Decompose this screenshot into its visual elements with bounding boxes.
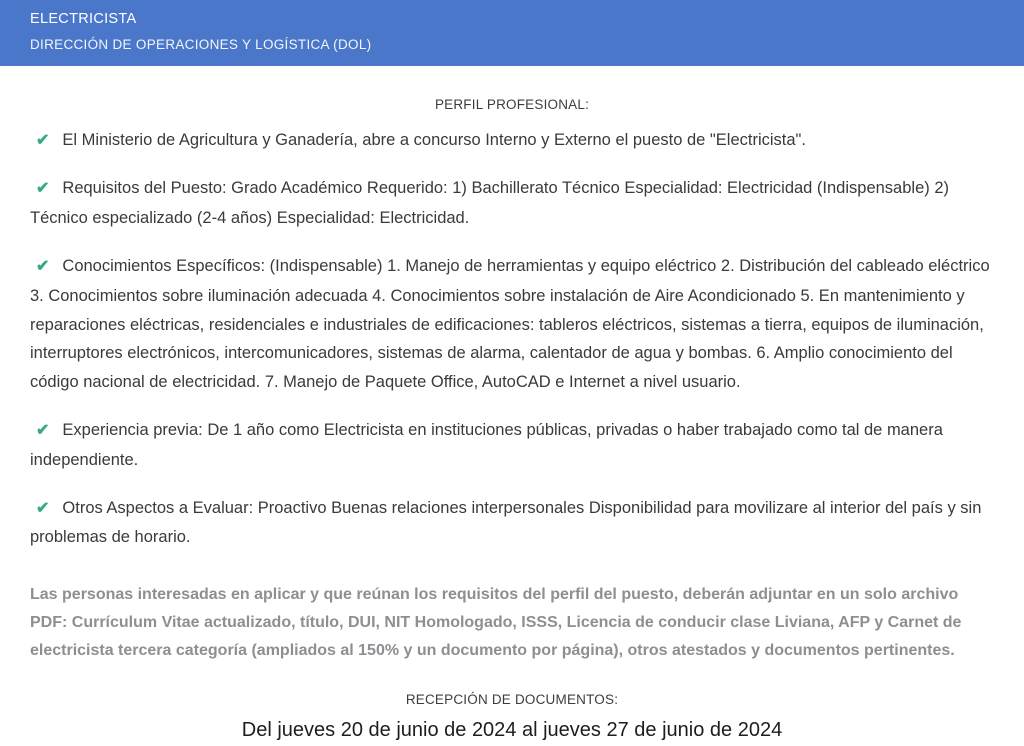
- list-item-text: Conocimientos Específicos: (Indispensable) 1. Manejo de herramientas y equipo eléctrico 2. Distribución del cableado eléctrico 3. Conocimientos sobre iluminación adecuada 4. Conocimientos sobre instalación de Aire Acondicionado 5. En mantenimiento y reparaciones eléctricas, residenciales e industriales de edificaciones: tableros eléctricos, sistemas a tierra, equipos de iluminación, interruptores electrónicos, intercomunicadores, sistemas de alarma, calentador de agua y bombas. 6. Amplio conocimiento del código nacional de electricidad. 7. Manejo de Paquete Office, AutoCAD e Internet a nivel usuario.: [30, 256, 990, 392]
- checkmark-icon: ✔: [36, 180, 50, 198]
- department-subtitle: DIRECCIÓN DE OPERACIONES Y LOGÍSTICA (DOL): [30, 37, 372, 53]
- checkmark-icon: ✔: [36, 257, 50, 275]
- document-body: [0, 97, 1024, 743]
- profile-section-heading: PERFIL PROFESIONAL:: [434, 96, 590, 112]
- profile-requirements-list: [30, 126, 994, 553]
- list-item-text: Otros Aspectos a Evaluar: Proactivo Buenas relaciones interpersonales Disponibilidad para movilizare al interior del país y sin problemas de horario.: [30, 498, 982, 547]
- list-item-text: Requisitos del Puesto: Grado Académico Requerido: 1) Bachillerato Técnico Especialidad: Electricidad (Indispensable) 2) Técnico especializado (2-4 años) Especialidad: Electricidad.: [30, 179, 949, 228]
- list-item-text: Experiencia previa: De 1 año como Electricista en instituciones públicas, privadas o haber trabajado como tal de manera independiente.: [30, 420, 943, 469]
- list-item-text: El Ministerio de Agricultura y Ganadería, abre a concurso Interno y Externo el puesto de "Electricista".: [62, 130, 806, 149]
- job-title: ELECTRICISTA: [30, 11, 137, 27]
- checkmark-icon: ✔: [36, 131, 50, 149]
- list-item: [30, 252, 994, 397]
- header-banner: [0, 0, 1024, 66]
- list-item: [30, 416, 994, 475]
- application-instructions: Las personas interesadas en aplicar y que reúnan los requisitos del perfil del puesto, deberán adjuntar en un solo archivo PDF: Currículum Vitae actualizado, título, DUI, NIT Homologado, ISSS, Licencia de conducir clase Liviana, AFP y Carnet de electricista tercera categoría (ampliados al 150% y un documento por página), otros atestados y documentos pertinentes.: [30, 586, 962, 660]
- checkmark-icon: ✔: [36, 421, 50, 439]
- reception-dates: Del jueves 20 de junio de 2024 al jueves 27 de junio de 2024: [241, 719, 783, 742]
- list-item: [30, 174, 994, 233]
- reception-section-heading: RECEPCIÓN DE DOCUMENTOS:: [405, 692, 619, 708]
- list-item: [30, 126, 994, 156]
- checkmark-icon: ✔: [36, 499, 50, 517]
- list-item: [30, 494, 994, 553]
